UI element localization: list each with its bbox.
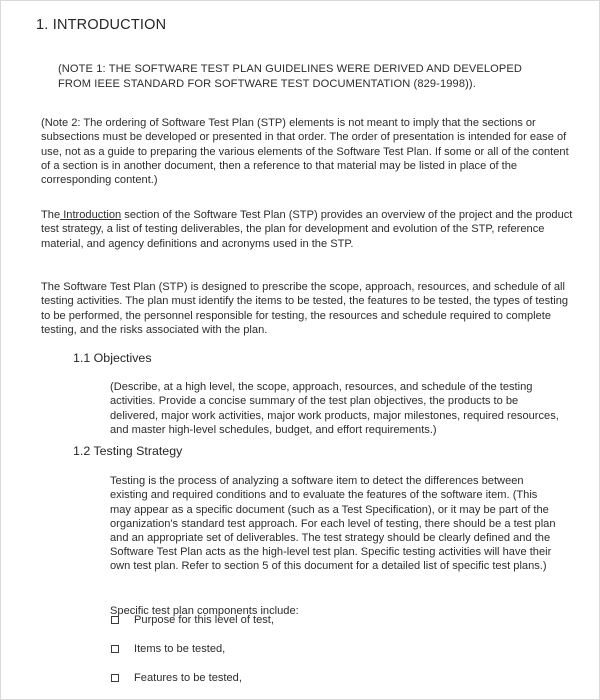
introduction-overview-paragraph xyxy=(41,208,574,251)
list-item-label: Items to be tested, xyxy=(134,643,226,655)
list-item xyxy=(110,671,560,685)
introduction-underlined-term: Introduction xyxy=(60,209,122,222)
subsection-heading-testing-strategy: 1.2 Testing Strategy xyxy=(73,444,183,458)
subsection-body-objectives: (Describe, at a high level, the scope, approach, resources, and schedule of the testing activities. Provide a concise summary of the test plan objectives, the products to be delivered, major work activities, major work products, major milestones, required resources, and master high-level schedules, budget, and effort requirements.) xyxy=(110,381,559,436)
list-item xyxy=(110,613,560,627)
intro-lead-text: The xyxy=(41,209,61,222)
subsection-body-testing-strategy: Testing is the process of analyzing a software item to detect the differences between existing and required conditions and to evaluate the features of the software item. (This may appear as a specific document (such as a Test Specification), or it may be part of the organization's standard test approach. For each level of testing, there should be a test plan and an appropriate set of deliverables. The test strategy should be clearly defined and the Software Test Plan acts as the high-level test plan. Specific testing activities will have their own test plan. Refer to section 5 of this document for a detailed list of specific test plans.) xyxy=(110,475,556,573)
subsection-heading-objectives: 1.1 Objectives xyxy=(73,351,152,365)
page-title: 1. INTRODUCTION xyxy=(36,17,167,33)
stp-purpose-paragraph: The Software Test Plan (STP) is designed to prescribe the scope, approach, resources, and schedule of all testing activities. The plan must identify the items to be tested, the features to be tested, the types of testing to be performed, the personnel responsible for testing, the resources and schedule required to complete testing, and the risks associated with the plan. xyxy=(41,281,569,336)
list-item xyxy=(110,642,560,656)
checkbox-square-icon xyxy=(111,674,119,682)
checkbox-square-icon xyxy=(111,616,119,624)
list-item-label: Features to be tested, xyxy=(134,672,242,684)
list-intro-text: Specific test plan components include: xyxy=(110,605,299,618)
checkbox-square-icon xyxy=(111,645,119,653)
note-1-paragraph: (NOTE 1: THE SOFTWARE TEST PLAN GUIDELINES WERE DERIVED AND DEVELOPED FROM IEEE STANDARD FOR SOFTWARE TEST DOCUMENTATION (829-1998)). xyxy=(58,63,523,90)
note-2-paragraph: (Note 2: The ordering of Software Test Plan (STP) elements is not meant to imply that the sections or subsections must be developed or presented in that order. The order of presentation is intended for ease of use, not as a guide to preparing the various elements of the Software Test Plan. If some or all of the content of a section is in another document, then a reference to that material may be listed in place of the corresponding content.) xyxy=(41,117,569,186)
intro-rest-text: section of the Software Test Plan (STP) provides an overview of the project and the product test strategy, a list of testing deliverables, the plan for development and evolution of the STP, reference material, and agency definitions and acronyms used in the STP. xyxy=(41,209,573,250)
list-item-label: Purpose for this level of test, xyxy=(134,614,274,626)
test-plan-components-list xyxy=(110,613,560,700)
